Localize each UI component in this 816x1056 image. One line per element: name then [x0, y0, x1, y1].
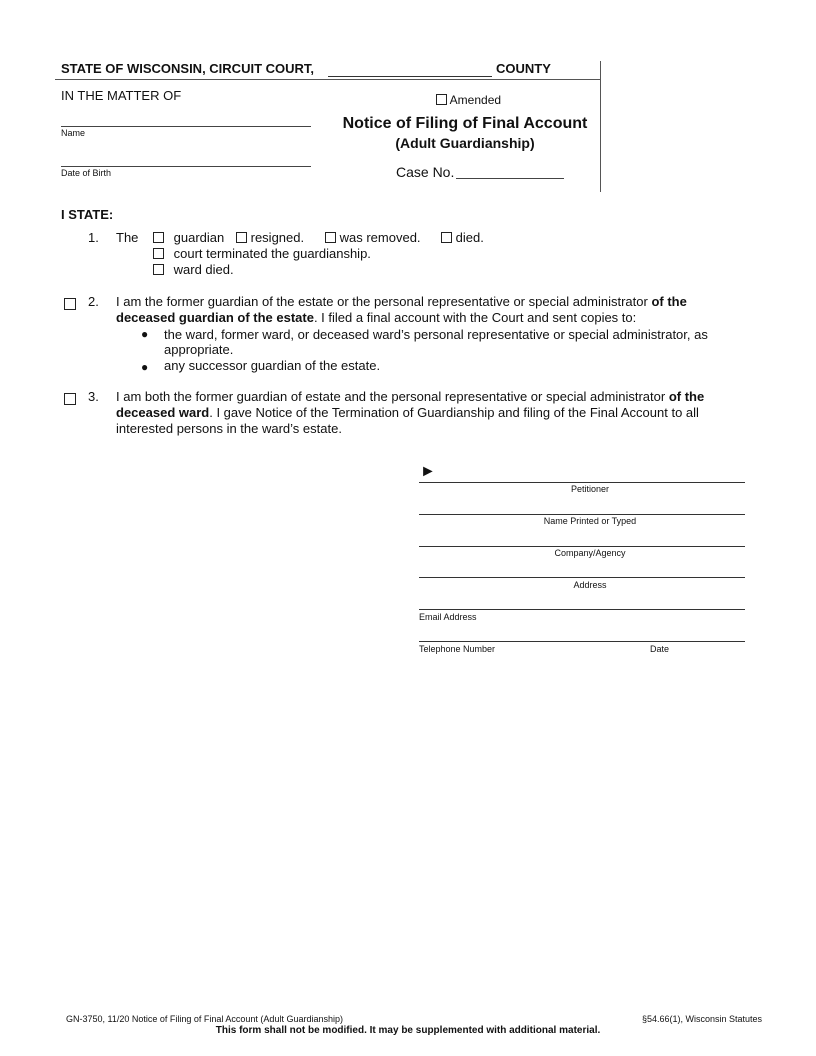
- county-blank-line[interactable]: [328, 76, 492, 77]
- resigned-label: resigned.: [250, 230, 305, 245]
- item2-bullet1-line1: the ward, former ward, or deceased ward’s personal representative or special administrator, as: [164, 327, 708, 342]
- item3-checkbox-wrap: [64, 391, 76, 409]
- died-checkbox[interactable]: [441, 232, 452, 243]
- item2-bullet2: any successor guardian of the estate.: [164, 358, 381, 373]
- item1-removed-option: [325, 230, 421, 245]
- matter-label: IN THE MATTER OF: [61, 88, 182, 103]
- removed-checkbox[interactable]: [325, 232, 336, 243]
- died-label: died.: [455, 230, 484, 245]
- item3-line1: I am both the former guardian of estate and the personal representative or special administrator of the: [116, 389, 705, 404]
- item3-number: 3.: [88, 389, 99, 404]
- name-line[interactable]: [61, 126, 311, 127]
- footer-notice: This form shall not be modified. It may be supplemented with additional material.: [215, 1025, 601, 1036]
- guardian-label: guardian: [173, 230, 225, 245]
- court-terminated-label: court terminated the guardianship.: [173, 246, 371, 261]
- petitioner-label: Petitioner: [570, 484, 610, 494]
- resigned-checkbox[interactable]: [236, 232, 247, 243]
- case-no-label: Case No.: [396, 164, 455, 180]
- item3-line2: deceased ward. I gave Notice of the Termination of Guardianship and filing of the Final Account to all: [116, 405, 699, 420]
- dob-line[interactable]: [61, 166, 311, 167]
- item2-line1: I am the former guardian of the estate or the personal representative or special administrator of the: [116, 294, 687, 309]
- header-rule: [55, 79, 600, 80]
- date-label: Date: [650, 644, 670, 654]
- item2-bullet1-line2: appropriate.: [164, 342, 234, 357]
- ward-died-checkbox[interactable]: [153, 264, 164, 275]
- signature-arrow-icon: ►: [420, 463, 436, 480]
- item1-number: 1.: [88, 230, 99, 245]
- court-terminated-checkbox[interactable]: [153, 248, 164, 259]
- item3-checkbox[interactable]: [64, 393, 76, 405]
- form-title: Notice of Filing of Final Account: [342, 115, 588, 132]
- name-printed-line[interactable]: [419, 514, 745, 515]
- item3-line3: interested persons in the ward’s estate.: [116, 421, 342, 436]
- case-no-line[interactable]: [456, 178, 564, 179]
- bullet-icon: ●: [141, 327, 149, 341]
- item1-ward-died-option: [153, 262, 234, 277]
- item2-number: 2.: [88, 294, 99, 309]
- form-subtitle: (Adult Guardianship): [395, 135, 535, 151]
- petitioner-line[interactable]: [419, 482, 745, 483]
- telephone-label: Telephone Number: [419, 644, 496, 654]
- footer-form-id: GN-3750, 11/20 Notice of Filing of Final Account (Adult Guardianship): [66, 1014, 343, 1024]
- email-label: Email Address: [419, 612, 477, 622]
- dob-label: Date of Birth: [61, 168, 112, 178]
- item1-died-option: [441, 230, 484, 245]
- county-label: COUNTY: [496, 61, 551, 76]
- address-label: Address: [573, 580, 607, 590]
- court-line: STATE OF WISCONSIN, CIRCUIT COURT,: [61, 61, 315, 76]
- ward-died-label: ward died.: [173, 262, 234, 277]
- item1-court-terminated-option: [153, 246, 371, 261]
- company-line[interactable]: [419, 546, 745, 547]
- item1-the: The: [116, 230, 139, 245]
- bullet-icon: ●: [141, 360, 149, 374]
- item2-line2: deceased guardian of the estate. I filed a final account with the Court and sent copies to:: [116, 310, 637, 325]
- removed-label: was removed.: [339, 230, 421, 245]
- item2-checkbox-wrap: [64, 296, 76, 314]
- name-printed-label: Name Printed or Typed: [543, 516, 637, 526]
- company-label: Company/Agency: [554, 548, 626, 558]
- address-line[interactable]: [419, 577, 745, 578]
- guardian-checkbox[interactable]: [153, 232, 164, 243]
- footer-statute: §54.66(1), Wisconsin Statutes: [641, 1014, 762, 1024]
- item1-resigned-option: [236, 230, 304, 245]
- amended-label: Amended: [449, 93, 502, 107]
- name-label: Name: [61, 128, 86, 138]
- email-line[interactable]: [419, 609, 745, 610]
- telephone-line[interactable]: [419, 641, 745, 642]
- amended-checkbox[interactable]: [436, 94, 447, 105]
- i-state-heading: I STATE:: [61, 207, 114, 222]
- item1-guardian-option: [153, 230, 224, 245]
- amended-option: [436, 93, 501, 107]
- item2-checkbox[interactable]: [64, 298, 76, 310]
